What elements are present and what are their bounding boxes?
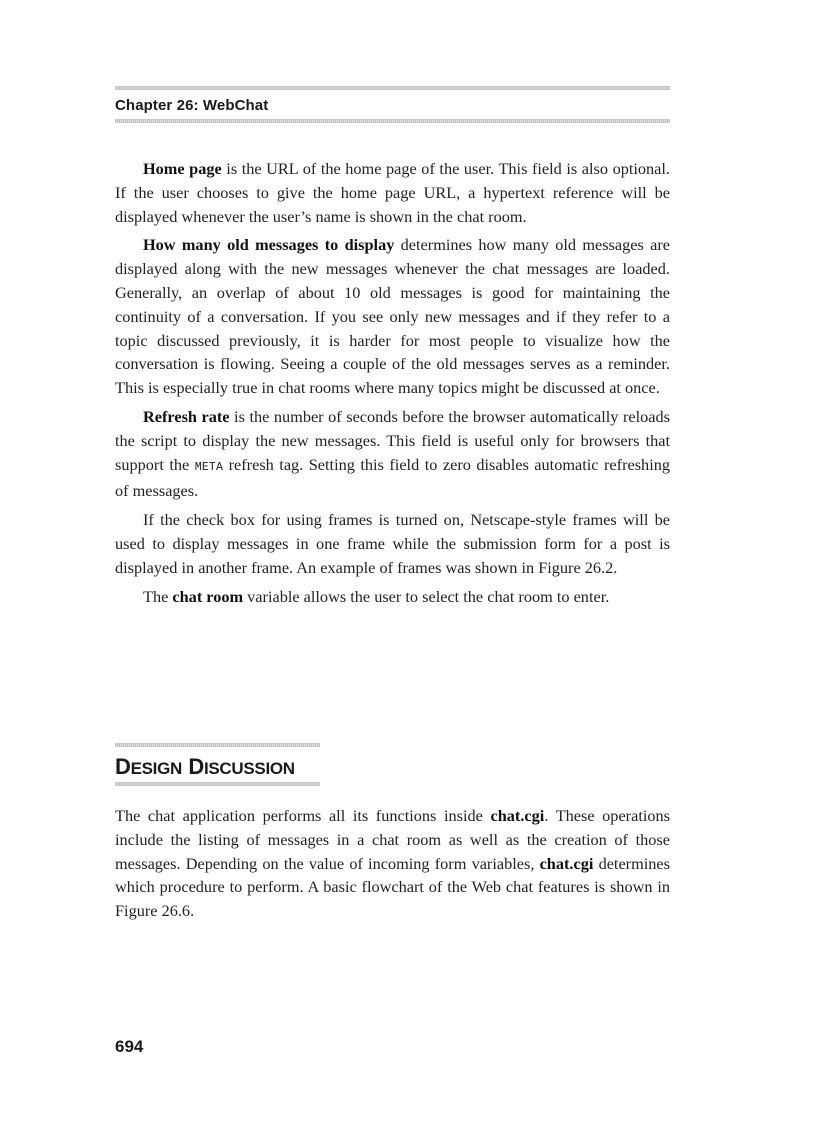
term-old-messages: How many old messages to display xyxy=(143,235,395,255)
paragraph-text: refresh tag. Setting this field to zero disables automatic refreshing of messages. xyxy=(115,454,670,501)
header-rule-top xyxy=(115,86,670,90)
paragraph-frames xyxy=(115,508,670,579)
paragraph-refresh-rate xyxy=(115,405,670,503)
section-text xyxy=(115,804,670,928)
term-chat-room: chat room xyxy=(172,586,244,606)
paragraph-text: If the check box for using frames is turned on, Netscape-style frames will be used to display messages in one frame while the submission form for a post is displayed in another frame. An example of frames was shown in Figure 26.2. xyxy=(115,510,670,577)
page-number: 694 xyxy=(115,1037,144,1056)
paragraph-text: variable allows the user to select the chat room to enter. xyxy=(243,586,610,606)
term-home-page: Home page xyxy=(143,159,222,178)
term-chat-cgi: chat.cgi xyxy=(490,806,545,825)
header-rule-bottom xyxy=(115,119,670,123)
code-meta: META xyxy=(194,460,224,474)
paragraph-chat-room xyxy=(115,585,670,609)
running-head: Chapter 26: WebChat xyxy=(115,97,269,114)
paragraph-old-messages xyxy=(115,233,670,400)
paragraph-design-discussion: The chat application performs all its functions inside chat.cgi. These operations include the listing of messages in a chat room as well as the creation of those messages. Depending on the value of incoming form variables, chat.cgi determines which procedure to perform. A basic flowchart of the Web chat features is shown in Figure 26.6. xyxy=(115,806,670,921)
paragraph-text: is the URL of the home page of the user. This field is also optional. If the user chooses to give the home page URL, a hypertext reference will be displayed whenever the user’s name is shown in the chat room. xyxy=(115,159,671,226)
paragraph-home-page xyxy=(115,157,670,228)
section-rule-bottom xyxy=(115,782,320,786)
section-rule-top xyxy=(115,743,320,747)
term-refresh-rate: Refresh rate xyxy=(143,406,230,426)
term-chat-cgi: chat.cgi xyxy=(539,853,594,873)
paragraph-lead: The xyxy=(143,586,173,606)
paragraph-text: determines how many old messages are displayed along with the new messages whenever the chat messages are loaded. Generally, an overlap of about 10 old messages is good for maintaining the continuity of a conversation. If you see only new messages and if they refer to a topic discussed previously, it is harder for most people to visualize how the conversation is flowing. Seeing a couple of the old messages serves as a reminder. This is especially true in chat rooms where many topics might be discussed at once. xyxy=(115,235,670,398)
section-heading: DESIGN DISCUSSION xyxy=(115,754,295,779)
paragraph-text: is the number of seconds before the browser automatically reloads the script to display the new messages. This field is useful only for browsers that support the xyxy=(115,406,670,474)
main-text xyxy=(115,157,670,613)
